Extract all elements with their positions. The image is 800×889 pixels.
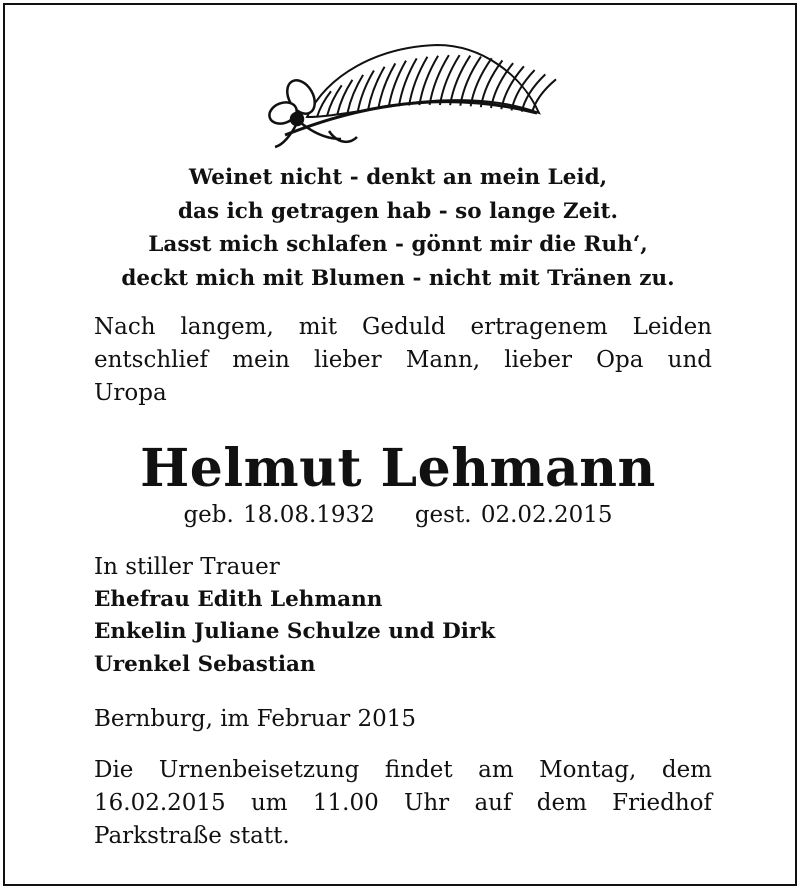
life-dates [45,499,751,531]
place-date: Bernburg, im Februar 2015 [94,706,417,732]
death-date: gest. 02.02.2015 [414,502,613,528]
intro-line: entschlief mein lieber Mann, lieber Opa und [94,347,712,373]
funeral-line: Parkstraße statt. [94,823,290,849]
poem-line: Lasst mich schlafen - gönnt mir die Ruh‘, [148,232,648,257]
intro-line: Nach langem, mit Geduld ertragenem Leiden [94,314,712,340]
mourners-heading: In stiller Trauer [94,554,280,580]
mourner-name: Enkelin Juliane Schulze und Dirk [94,619,496,644]
palm-frond-with-bow-icon [267,35,557,153]
intro-text [94,311,712,410]
poem-line: das ich getragen hab - so lange Zeit. [178,198,618,224]
obituary-notice [3,3,797,886]
funeral-line: Die Urnenbeisetzung findet am Montag, dem [94,757,712,783]
poem-line: deckt mich mit Blumen - nicht mit Tränen zu. [121,265,675,291]
deceased-name: Helmut Lehmann [140,438,656,499]
mourner-name: Urenkel Sebastian [94,651,316,677]
birth-date: geb. 18.08.1932 [183,502,375,528]
funeral-info [94,754,712,853]
intro-line: Uropa [94,380,167,406]
poem-line: Weinet nicht - denkt an mein Leid, [188,165,608,190]
mourner-name: Ehefrau Edith Lehmann [94,586,383,612]
poem [45,161,751,295]
mourners [94,551,712,681]
funeral-line: 16.02.2015 um 11.00 Uhr auf dem Friedhof [94,790,712,816]
